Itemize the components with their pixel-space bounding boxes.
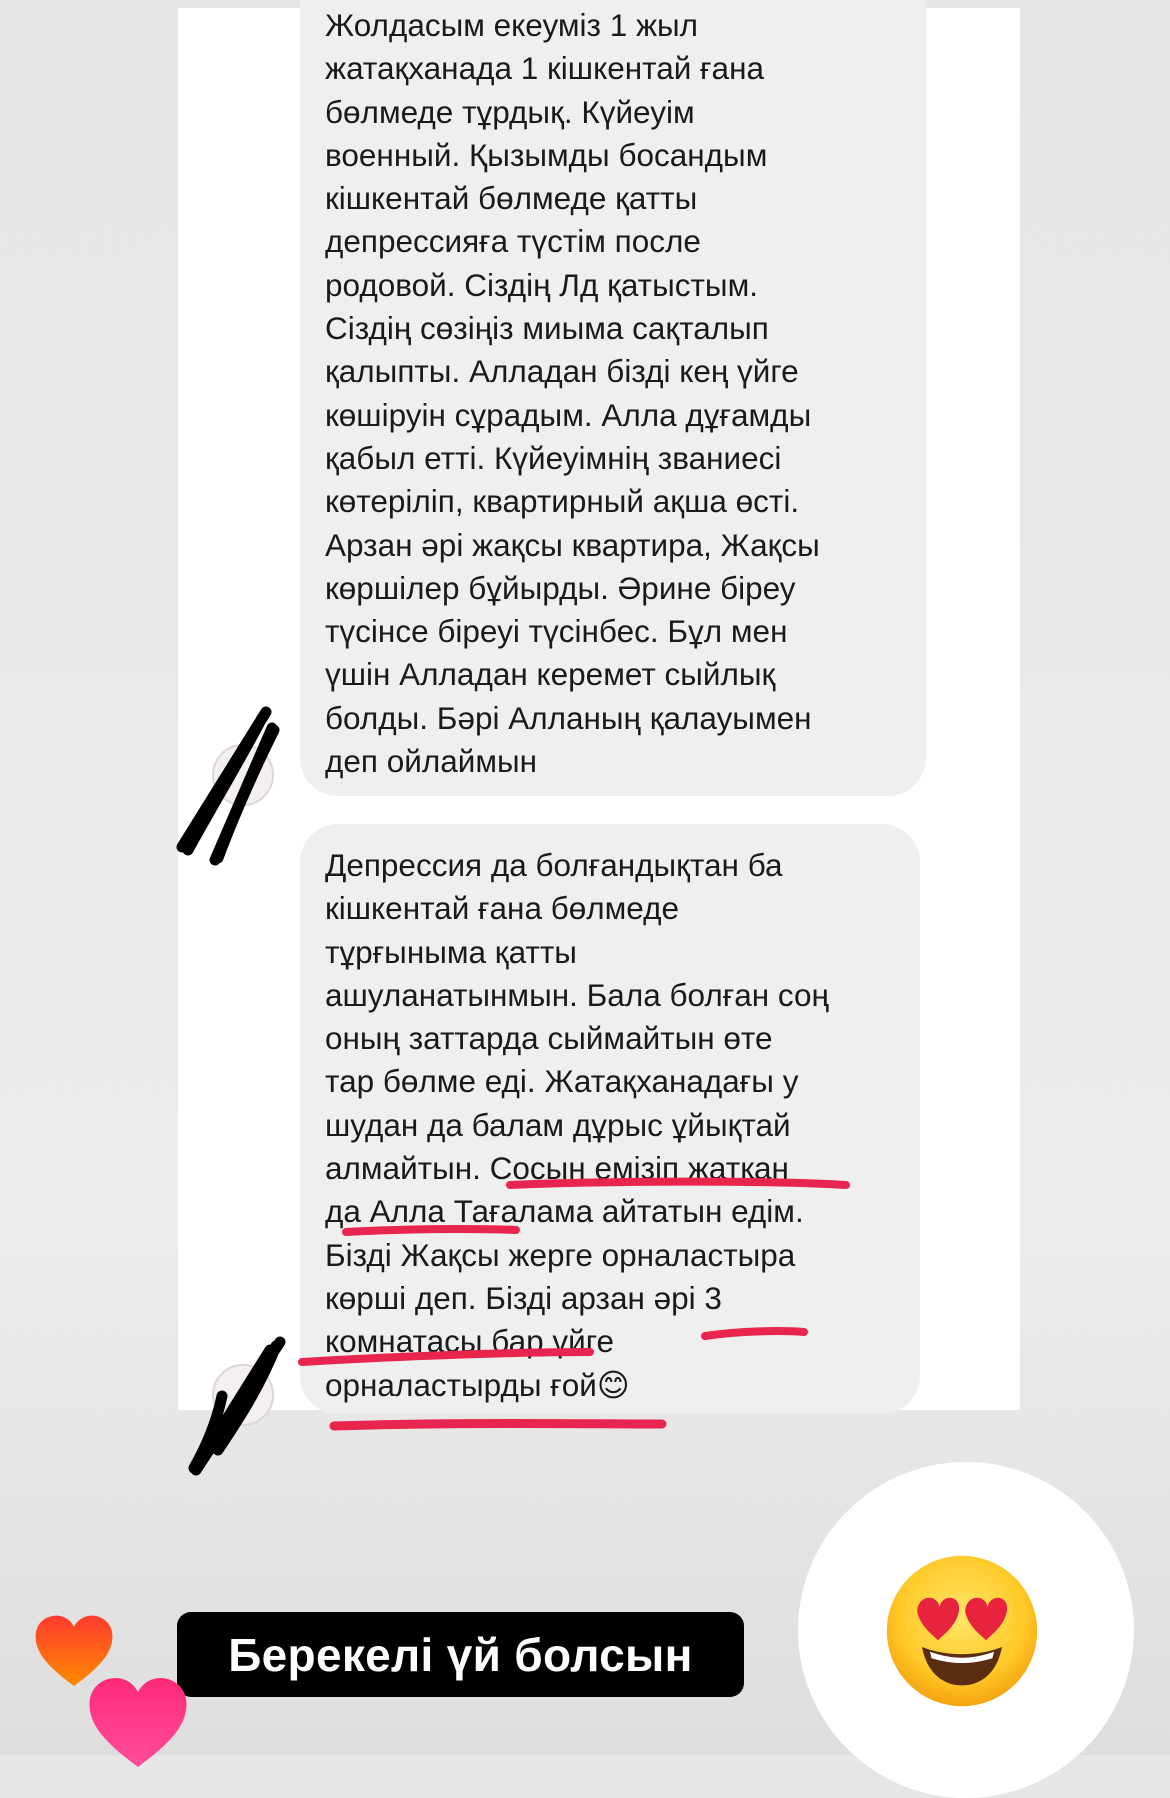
message-1-line: жатақханада 1 кішкентай ғана (325, 50, 764, 87)
message-2-line: Бізді Жақсы жерге орналастыра (325, 1236, 796, 1273)
message-2-line: Депрессия да болғандықтан ба (325, 847, 783, 883)
message-2-line: ашуланатынмын. Бала болған соң (325, 976, 829, 1013)
heart-eyes-emoji-icon (882, 1551, 1042, 1711)
message-2-line: да Алла Тағалама айтатын едім. (325, 1193, 804, 1230)
sender-avatar (212, 744, 274, 806)
message-2-line: тар бөлме еді. Жатақханадағы у (325, 1063, 799, 1100)
message-1-line: болды. Бәрі Алланың қалауымен (325, 699, 812, 736)
underline-stroke (334, 1424, 662, 1427)
message-1-line: қабыл етті. Күйеуімнің званиесі (325, 439, 782, 476)
message-1-line: деп ойлаймын (325, 743, 538, 780)
message-2-line: комнатасы бар үйге (325, 1323, 615, 1360)
message-1-line: Жолдасым екеуміз 1 жыл (325, 7, 699, 43)
message-bubble-1 (300, 0, 926, 796)
message-1-line: түсінсе біреуі түсінбес. Бұл мен (325, 613, 788, 650)
message-2-line: алмайтын. Сосын емізіп жатқан (325, 1150, 789, 1187)
message-1-line: үшін Алладан керемет сыйлық (325, 656, 776, 693)
message-bubble-2 (300, 824, 920, 1414)
message-1-line: родовой. Сіздің Лд қатыстым. (325, 266, 758, 303)
message-2-line: тұрғыныма қатты (325, 933, 577, 970)
message-1-line: қалыпты. Алладан бізді кең үйге (325, 353, 799, 390)
story-caption: Берекелі үй болсын (228, 1628, 693, 1681)
heart-sticker-icon (86, 1676, 190, 1772)
message-1-line: Арзан әрі жақсы квартира, Жақсы (325, 526, 820, 563)
message-1-line: кішкентай бөлмеде қатты (325, 180, 698, 217)
message-2-line: оның заттарда сыймайтын өте (325, 1020, 773, 1057)
message-1-line: көтеріліп, квартирный ақша өсті. (325, 483, 800, 520)
message-2-line: шудан да балам дұрыс ұйықтай (325, 1106, 791, 1143)
message-1-line: военный. Қызымды босандым (325, 136, 768, 173)
message-2-line: орналастырды ғой😊 (325, 1366, 630, 1403)
message-1-line: Сіздің сөзіңіз миыма сақталып (325, 310, 769, 347)
message-1-line: бөлмеде тұрдық. Күйеуім (325, 93, 695, 130)
sender-avatar (212, 1364, 274, 1426)
message-1-line: көршілер бұйырды. Әрине біреу (325, 569, 796, 606)
message-2-line: кішкентай ғана бөлмеде (325, 890, 680, 927)
message-2-line: көрші деп. Бізді арзан әрі 3 (325, 1279, 722, 1316)
message-1-line: депрессияға түстім после (325, 223, 701, 260)
message-1-line: көшіруін сұрадым. Алла дұғамды (325, 396, 812, 433)
story-caption-box[interactable] (177, 1612, 744, 1697)
